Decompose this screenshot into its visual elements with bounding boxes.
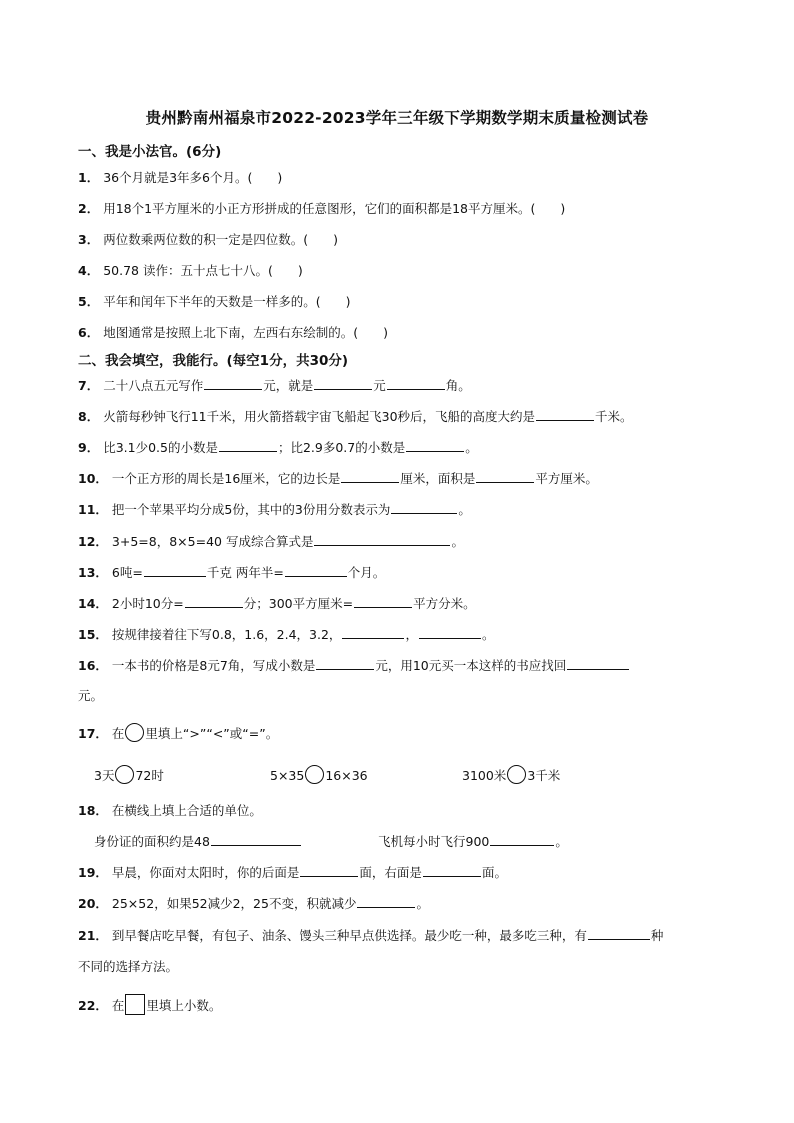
question-text: 二十八点五元写作 [103,378,204,393]
answer-blank[interactable] [406,439,464,452]
question-number: 15． [78,627,108,642]
question-text: 到早餐店吃早餐，有包子、油条、馒头三种早点供选择。最少吃一种，最多吃三种，有 [111,928,587,943]
question-text: 平方分米。 [413,596,476,611]
question-text: 。 [481,627,495,642]
question-text: 元，就是 [263,378,314,393]
question-11 [78,500,471,518]
answer-box [125,994,145,1015]
question-text: 在横线上填上合适的单位。 [111,803,262,818]
answer-blank[interactable] [476,470,534,483]
question-12 [78,532,464,550]
question-18 [78,801,262,819]
answer-blank[interactable] [185,595,243,608]
compare-item-3 [462,765,560,784]
answer-blank[interactable] [419,626,481,639]
section-2-heading: 二、我会填空，我能行。(每空1分，共30分) [78,353,349,369]
question-text: 平方厘米。 [535,471,598,486]
question-text: 里填上“>”“<”或“=”。 [145,726,279,741]
question-text: 50.78 读作：五十点七十八。( ) [103,263,303,278]
answer-blank[interactable] [285,564,347,577]
question-9 [78,438,478,456]
question-text: 按规律接着往下写0.8，1.6，2.4，3.2， [111,627,342,642]
question-text: 用18个1平方厘米的小正方形拼成的任意图形，它们的面积都是18平方厘米。( ) [103,201,566,216]
question-text: 飞机每小时飞行900 [378,834,490,849]
question-text: 。 [451,534,464,549]
question-text: 身份证的面积约是48 [94,834,210,849]
question-8 [78,407,633,425]
question-text: 25×52，如果52减少2，25不变，积就减少 [111,896,357,911]
question-text: 面，右面是 [359,865,422,880]
question-text: 两位数乘两位数的积一定是四位数。( ) [103,232,338,247]
question-text: 个月。 [347,565,386,580]
question-text: 2小时10分= [111,596,184,611]
question-17 [78,723,278,742]
question-number: 21． [78,928,108,943]
question-number: 17． [78,726,108,741]
question-text: 里填上小数。 [146,998,222,1013]
answer-blank[interactable] [342,626,404,639]
question-text: 种 [650,928,664,943]
question-6 [78,323,388,341]
question-number: 9． [78,440,100,455]
question-text: 。 [416,896,429,911]
question-text: 。 [465,440,478,455]
question-text: 分；300平方厘米= [243,596,354,611]
question-text: 。 [458,502,471,517]
question-text: 千克 两年半= [206,565,284,580]
compare-circle[interactable] [115,765,134,784]
answer-blank[interactable] [423,864,481,877]
answer-blank[interactable] [387,377,445,390]
answer-blank[interactable] [588,927,650,940]
answer-blank[interactable] [204,377,262,390]
compare-left: 3100米 [462,768,507,783]
question-text: 在 [111,726,125,741]
question-text: 千米。 [595,409,633,424]
compare-circle [125,723,144,742]
question-text: 比3.1少0.5的小数是 [103,440,218,455]
question-13 [78,563,385,581]
question-number: 1． [78,170,100,185]
question-number: 6． [78,325,100,340]
question-number: 20． [78,896,108,911]
compare-right: 16×36 [325,768,368,783]
question-text: 厘米，面积是 [400,471,476,486]
question-text: 面。 [481,865,507,880]
question-text: 3+5=8，8×5=40 写成综合算式是 [111,534,314,549]
question-5 [78,292,350,310]
question-number: 3． [78,232,100,247]
question-number: 10． [78,471,108,486]
section-1-heading: 一、我是小法官。(6分) [78,144,222,160]
compare-item-1 [94,765,164,784]
question-number: 16． [78,658,108,673]
question-text: 元。 [78,688,104,703]
compare-circle[interactable] [507,765,526,784]
page-title: 贵州黔南州福泉市2022-2023学年三年级下学期数学期末质量检测试卷 [145,109,649,127]
question-21 [78,926,663,944]
question-22 [78,994,221,1015]
question-19 [78,863,507,881]
compare-left: 3天 [94,768,115,783]
question-text: ， [405,627,418,642]
question-number: 22． [78,998,108,1013]
question-number: 8． [78,409,100,424]
question-7 [78,376,471,394]
question-3 [78,230,338,248]
question-text: 把一个苹果平均分成5份，其中的3份用分数表示为 [111,502,391,517]
question-text: 地图通常是按照上北下南，左西右东绘制的。( ) [103,325,388,340]
answer-blank[interactable] [490,833,554,846]
compare-right: 3千米 [527,768,561,783]
question-text: 火箭每秒钟飞行11千米，用火箭搭载宇宙飞船起飞30秒后，飞船的高度大约是 [103,409,536,424]
answer-blank[interactable] [354,595,412,608]
question-1 [78,168,282,186]
answer-blank[interactable] [341,470,399,483]
question-number: 18． [78,803,108,818]
question-text: 早晨，你面对太阳时，你的后面是 [111,865,300,880]
question-number: 7． [78,378,100,393]
question-15 [78,625,494,643]
question-16 [78,656,630,674]
compare-item-2 [270,765,368,784]
question-number: 12． [78,534,108,549]
answer-blank[interactable] [314,533,450,546]
question-text: 36个月就是3年多6个月。( ) [103,170,283,185]
question-number: 2． [78,201,100,216]
question-number: 4． [78,263,100,278]
question-text: 平年和闰年下半年的天数是一样多的。( ) [103,294,351,309]
question-21-continued [78,957,178,975]
question-number: 19． [78,865,108,880]
question-2 [78,199,565,217]
compare-right: 72时 [135,768,164,783]
question-text: 元 [373,378,386,393]
compare-circle[interactable] [305,765,324,784]
question-text: 。 [555,834,568,849]
answer-blank[interactable] [567,657,629,670]
question-14 [78,594,476,612]
answer-blank[interactable] [211,833,301,846]
question-10 [78,469,598,487]
question-20 [78,894,429,912]
question-number: 13． [78,565,108,580]
question-text: 在 [111,998,125,1013]
question-text: 角。 [445,378,471,393]
answer-blank[interactable] [144,564,206,577]
question-4 [78,261,303,279]
question-text: 6吨= [111,565,143,580]
answer-blank[interactable] [536,408,594,421]
question-text: 元，用10元买一本这样的书应找回 [375,658,567,673]
answer-blank[interactable] [219,439,277,452]
question-text: ；比2.9多0.7的小数是 [277,440,406,455]
question-number: 5． [78,294,100,309]
question-16-continued [78,686,103,704]
question-text: 一本书的价格是8元7角，写成小数是 [111,658,316,673]
answer-blank[interactable] [316,657,374,670]
question-18-item-1 [94,832,302,850]
question-text: 不同的选择方法。 [78,959,179,974]
question-text: 一个正方形的周长是16厘米，它的边长是 [111,471,341,486]
question-18-item-2 [378,832,568,850]
answer-blank[interactable] [314,377,372,390]
answer-blank[interactable] [357,895,415,908]
question-number: 11． [78,502,108,517]
answer-blank[interactable] [300,864,358,877]
answer-blank[interactable] [391,501,457,514]
compare-left: 5×35 [270,768,305,783]
question-number: 14． [78,596,108,611]
